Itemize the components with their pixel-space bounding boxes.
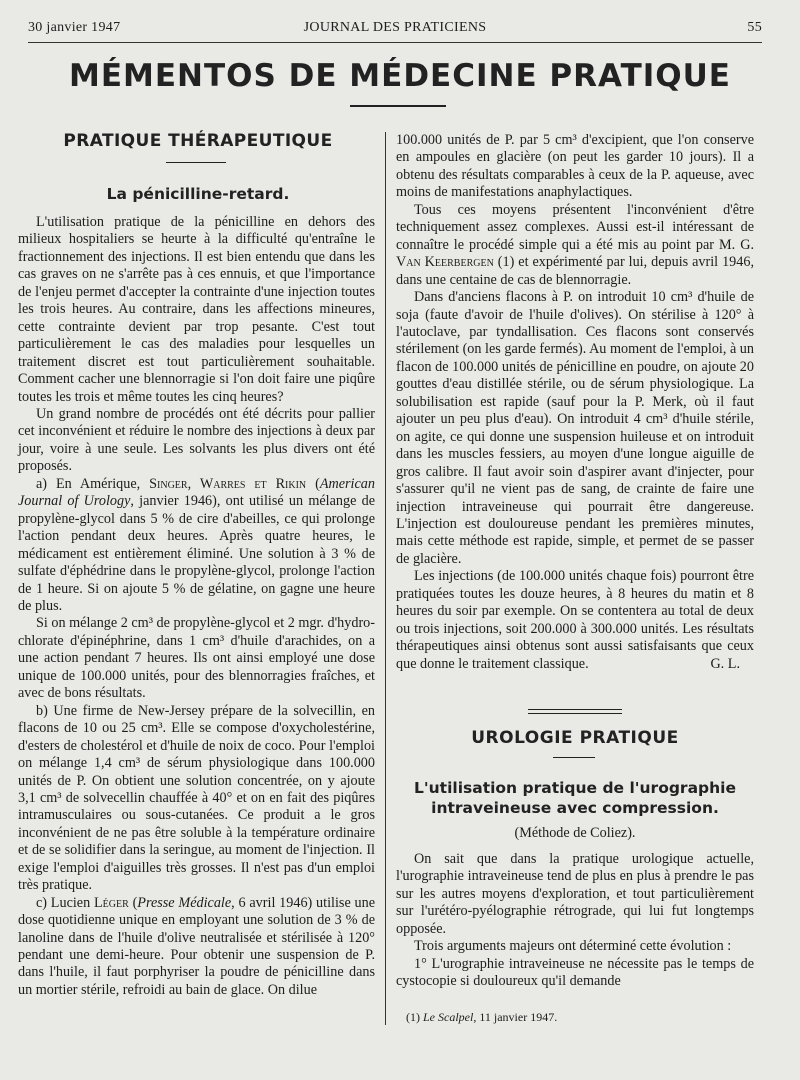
author-name: Van Keerbergen	[396, 254, 494, 271]
section-separator	[528, 713, 622, 714]
paragraph: Tous ces moyens présentent l'inconvénient d'être techniquement assez complexes. Aussi est-il intéressant de connaître le procédé simple qui a été mis au point par M. G. Van Keerbergen (1) et expérimenté par lui, depuis avril 1946, dans une centaine de cas de blennorragie.	[396, 201, 755, 288]
section-separator	[528, 709, 622, 710]
author-name: Léger	[94, 894, 129, 911]
method-subtitle: (Méthode de Coliez).	[514, 825, 636, 841]
page-number: 55	[747, 20, 762, 35]
paragraph-a: a) En Amérique, Singer, Warres et Rikin (American Journal of Urology, janvier 1946), ont utilisé un mélange de propylène-glycol dans 5 % de cire d'abeilles, ce qui prolonge l'action pendant deux heures. Après quatre heures, le médicament est entièrement éliminé. Une solution à 3 % de sulfate d'éphédrine dans le propylène-glycol, prolonge l'action de 1 heure. Si on ajoute 5 % de gélatine, on gagne une heure de plus.	[18, 475, 375, 614]
section-rule	[166, 162, 226, 163]
article-title-urographie: L'utilisation pratique de l'urographie intraveineuse avec compression.	[414, 779, 736, 817]
paragraph: 1° L'urographie intraveineuse ne nécessite pas le temps de cystocopie si douloureux qu'il demande	[396, 955, 754, 990]
author-names: Singer, Warres et Rikin	[149, 475, 307, 492]
title-rule	[350, 105, 446, 107]
journal-ref: American Journal of Urology	[18, 475, 375, 510]
journal-ref: Presse Médicale	[137, 894, 232, 911]
header-date: 30 janvier 1947	[28, 20, 121, 35]
footnote: (1) Le Scalpel, 11 janvier 1947.	[406, 1010, 558, 1024]
paragraph: Dans d'anciens flacons à P. on introduit 10 cm³ d'huile de soja (faute d'avoir de l'huile d'olives). On stérilise à 120° à l'autoclave, par tyndallisation. Ces flacons sont conservés stérilement (on les garde fermés). Au moment de l'emploi, à un flacon de 100.000 unités de pénicilline en poudre, on ajoute 20 gouttes d'eau distillée stérile, ou de sérum physiologique. La solubilisation est rapide (sauf pour la P. Merk, où il faut ajouter un peu plus d'eau). On introduit 4 cm³ d'huile stérile, on agite, ce qui donne une suspension huileuse et on introduit dans les muscles fessiers, au moyen d'une longue aiguille de gros calibre. Il faut avoir soin d'aspirer avant d'injecter, pour s'assurer qu'il ne vient pas de sang, de crainte de faire une injection intraveineuse qui pourrait être dangereuse. L'injection est douloureuse pendant les premières minutes, mais cette méthode est rapide, simple, et permet de se passer de glacière.	[396, 289, 754, 567]
paragraph: 100.000 unités de P. par 5 cm³ d'excipient, que l'on conserve en ampoules en glacière (on peut les garder 10 jours). Il a obtenu des résultats comparables à ceux de la P. aqueuse, avec moins de manifestations anaphylactiques.	[396, 132, 754, 201]
page-title: MÉMENTOS DE MÉDECINE PRATIQUE	[68, 58, 731, 94]
paragraph: L'utilisation pratique de la pénicilline en dehors des milieux hospitaliers se heurte à la difficulté qu'entraîne le fractionnement des injections. Il est bien entendu que dans les cas graves on ne s'arrête pas à ces ennuis, et que l'importance de l'enjeu permet d'accepter la contrainte d'une injection toutes les trois heures. Au contraire, dans les affections mineures, cette contrainte devient par trop pesante. C'est tout particulièrement le cas des maladies pour lesquelles un traitement discret est tout particulièrement souhaitable. Comment cacher une blennorragie si l'on doit faire une piqûre toutes les trois et même toutes les cinq heures?	[18, 214, 375, 405]
column-divider	[385, 132, 386, 1025]
right-column-bottom	[396, 851, 754, 991]
paragraph-b: b) Une firme de New-Jersey prépare de la solvecillin, en flacons de 10 ou 25 cm³. Elle se compose d'oxycholestérine, d'esters de cholestérol et d'huile de noix de coco. Pour l'emploi on mélange 1,4 cm³ de sérum physiologique dans 100.000 unités de P. On obtient une solution concentrée, on y ajoute 3,1 cm³ de solvecellin chauffée à 40° et on en fait des piqûres intramusculaires ou sous-cutanées. Ce produit a le gros inconvénient de ne pas être soluble à la température ordinaire et de se solidifier dans la seringue, au moment de l'injection. Il exige l'emploi d'aiguilles très grosses. Il n'est pas d'un emploi très pratique.	[18, 702, 375, 894]
section-heading-therapeutique: PRATIQUE THÉRAPEUTIQUE	[63, 131, 333, 151]
section-heading-urologie: UROLOGIE PRATIQUE	[471, 728, 679, 748]
running-header	[28, 18, 762, 43]
right-column-top	[396, 132, 754, 673]
paragraph: Les injections (de 100.000 unités chaque fois) pourront être pratiquées toutes les douze heures, à 8 heures du matin et 8 heures du soir par exemple. On se contentera au total de deux ou trois injections, soit 200.000 à 300.000 unités. Les résultats thérapeutiques ainsi obtenus sont aussi satisfaisants que ceux que donne le traitement classique. G. L.	[396, 568, 754, 672]
paragraph-c: c) Lucien Léger (Presse Médicale, 6 avril 1946) utilise une dose quotidienne unique en employant une solution de 3 % de lanoline dans de l'huile d'olive neutralisée et stérilisée à 120° pendant une demi-heure. Pour obtenir une suspension de P. dans l'huile, il faut porphyriser la poudre de pénicilline dans un mortier stérile, refroidi au bain de glace. On dilue	[18, 894, 376, 998]
paragraph: On sait que dans la pratique urologique actuelle, l'urographie intraveineuse tend de plus en plus à prendre le pas sur les autres moyens d'exploration, et tout particulièrement sur l'urétéro-pyélographie rétrograde, qui lui fut longtemps opposée.	[396, 851, 754, 937]
paragraph: Trois arguments majeurs ont déterminé cette évolution :	[414, 938, 732, 955]
paragraph: Si on mélange 2 cm³ de propylène-glycol et 2 mgr. d'hydro-chlorate d'épinéphrine, dans 1 cm³ d'huile d'arachides, on a une action pendant 7 heures. Ils ont ainsi employé une dose unique de 100.000 unités, pour des blennorragies fraîches, et avec de bons résultats.	[18, 615, 375, 702]
article-title-penicilline: La pénicilline-retard.	[106, 185, 290, 203]
section-rule	[553, 757, 595, 758]
left-column	[18, 214, 375, 999]
paragraph: Un grand nombre de procédés ont été décrits pour pallier cet inconvénient et réduire le nombre des injections à deux par jour, voire à une seule. Les solvants les plus divers ont été proposés.	[18, 405, 375, 475]
journal-name: JOURNAL DES PRATICIENS	[303, 20, 487, 35]
signature: G. L.	[710, 655, 740, 672]
